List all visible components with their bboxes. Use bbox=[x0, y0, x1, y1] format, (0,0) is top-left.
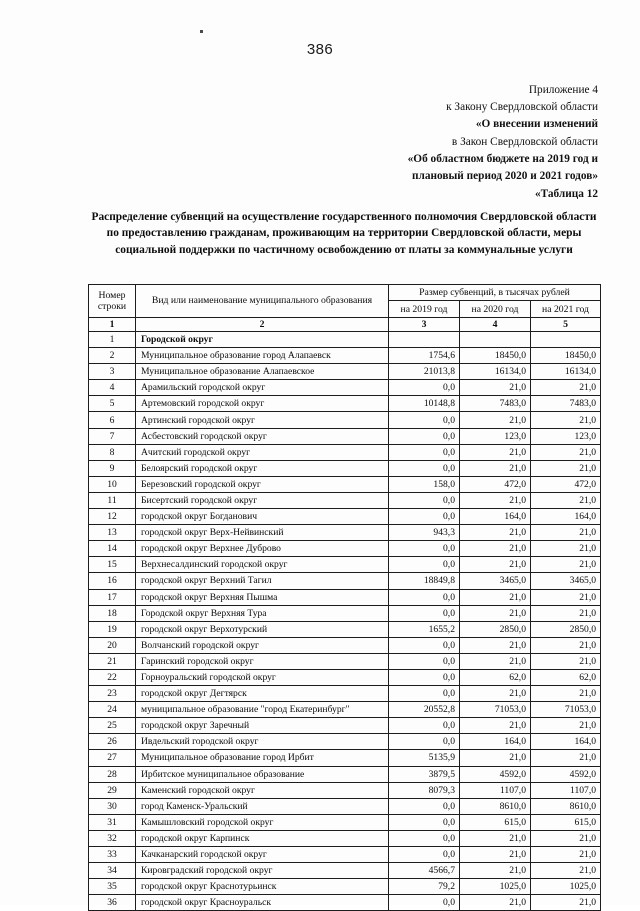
amount-2019-cell: 0,0 bbox=[389, 541, 460, 557]
table-row bbox=[89, 573, 601, 589]
amount-2019-cell: 0,0 bbox=[389, 669, 460, 685]
table-row bbox=[89, 348, 601, 364]
municipality-cell: Муниципальное образование город Ирбит bbox=[136, 750, 389, 766]
table-row bbox=[89, 847, 601, 863]
amount-2021-cell: 615,0 bbox=[531, 814, 601, 830]
amount-2019-cell: 0,0 bbox=[389, 653, 460, 669]
table-row bbox=[89, 863, 601, 879]
amount-2020-cell: 16134,0 bbox=[460, 364, 531, 380]
row-number-cell: 35 bbox=[89, 879, 136, 895]
table-row bbox=[89, 798, 601, 814]
amount-2019-cell bbox=[389, 332, 460, 348]
municipality-cell: Верхнесалдинский городской округ bbox=[136, 557, 389, 573]
amount-2020-cell: 18450,0 bbox=[460, 348, 531, 364]
table-row bbox=[89, 879, 601, 895]
municipality-cell: Городской округ bbox=[136, 332, 389, 348]
amount-2020-cell: 62,0 bbox=[460, 669, 531, 685]
amount-2020-cell: 123,0 bbox=[460, 428, 531, 444]
municipality-cell: Артемовский городской округ bbox=[136, 396, 389, 412]
column-number-row bbox=[89, 318, 601, 332]
table-row bbox=[89, 830, 601, 846]
column-header-amount-group: Размер субвенций, в тысячах рублей bbox=[389, 285, 601, 301]
row-number-cell: 18 bbox=[89, 605, 136, 621]
amount-2020-cell: 21,0 bbox=[460, 863, 531, 879]
amount-2019-cell: 1655,2 bbox=[389, 621, 460, 637]
municipality-cell: Кировградский городской округ bbox=[136, 863, 389, 879]
table-row bbox=[89, 396, 601, 412]
amount-2021-cell: 1025,0 bbox=[531, 879, 601, 895]
table-row bbox=[89, 444, 601, 460]
amount-2020-cell: 21,0 bbox=[460, 380, 531, 396]
amount-2021-cell: 21,0 bbox=[531, 557, 601, 573]
row-number-cell: 12 bbox=[89, 509, 136, 525]
amount-2020-cell: 21,0 bbox=[460, 557, 531, 573]
amount-2020-cell: 71053,0 bbox=[460, 702, 531, 718]
table-row bbox=[89, 782, 601, 798]
column-number-2: 2 bbox=[136, 318, 389, 332]
column-header-year-2019: на 2019 год bbox=[389, 301, 460, 318]
approval-line: в Закон Свердловской области bbox=[451, 135, 598, 148]
column-number-4: 4 bbox=[460, 318, 531, 332]
amount-2020-cell: 7483,0 bbox=[460, 396, 531, 412]
row-number-cell: 9 bbox=[89, 460, 136, 476]
approval-line: Приложение 4 bbox=[528, 84, 598, 96]
amount-2020-cell: 8610,0 bbox=[460, 798, 531, 814]
municipality-cell: городской округ Красноуральск bbox=[136, 895, 389, 911]
row-number-cell: 6 bbox=[89, 412, 136, 428]
row-number-cell: 32 bbox=[89, 830, 136, 846]
row-number-cell: 20 bbox=[89, 637, 136, 653]
row-number-cell: 16 bbox=[89, 573, 136, 589]
municipality-cell: Бисертский городской округ bbox=[136, 492, 389, 508]
amount-2021-cell: 3465,0 bbox=[531, 573, 601, 589]
municipality-cell: город Каменск-Уральский bbox=[136, 798, 389, 814]
municipality-cell: Камышловский городской округ bbox=[136, 814, 389, 830]
amount-2019-cell: 3879,5 bbox=[389, 766, 460, 782]
amount-2019-cell: 5135,9 bbox=[389, 750, 460, 766]
subventions-table bbox=[88, 284, 601, 911]
amount-2021-cell: 21,0 bbox=[531, 525, 601, 541]
municipality-cell: Березовский городской округ bbox=[136, 476, 389, 492]
amount-2021-cell: 21,0 bbox=[531, 847, 601, 863]
municipality-cell: городской округ Верхотурский bbox=[136, 621, 389, 637]
amount-2021-cell: 2850,0 bbox=[531, 621, 601, 637]
approval-line: плановый период 2020 и 2021 годов» bbox=[412, 170, 598, 183]
table-row bbox=[89, 814, 601, 830]
amount-2020-cell: 21,0 bbox=[460, 460, 531, 476]
column-number-1: 1 bbox=[89, 318, 136, 332]
municipality-cell: Арамильский городской округ bbox=[136, 380, 389, 396]
column-number-3: 3 bbox=[389, 318, 460, 332]
amount-2019-cell: 0,0 bbox=[389, 412, 460, 428]
amount-2020-cell: 21,0 bbox=[460, 653, 531, 669]
table-row bbox=[89, 750, 601, 766]
amount-2021-cell: 21,0 bbox=[531, 637, 601, 653]
table-row bbox=[89, 766, 601, 782]
table-row bbox=[89, 669, 601, 685]
amount-2020-cell: 164,0 bbox=[460, 734, 531, 750]
municipality-cell: Каменский городской округ bbox=[136, 782, 389, 798]
municipality-cell: городской округ Богданович bbox=[136, 509, 389, 525]
row-number-cell: 2 bbox=[89, 348, 136, 364]
amount-2019-cell: 0,0 bbox=[389, 557, 460, 573]
row-number-cell: 11 bbox=[89, 492, 136, 508]
amount-2019-cell: 20552,8 bbox=[389, 702, 460, 718]
table-row bbox=[89, 557, 601, 573]
amount-2021-cell: 21,0 bbox=[531, 830, 601, 846]
amount-2020-cell: 21,0 bbox=[460, 750, 531, 766]
amount-2020-cell: 21,0 bbox=[460, 589, 531, 605]
amount-2020-cell: 21,0 bbox=[460, 895, 531, 911]
amount-2021-cell: 21,0 bbox=[531, 686, 601, 702]
row-number-cell: 23 bbox=[89, 686, 136, 702]
amount-2021-cell: 7483,0 bbox=[531, 396, 601, 412]
amount-2019-cell: 0,0 bbox=[389, 428, 460, 444]
municipality-cell: Волчанский городской округ bbox=[136, 637, 389, 653]
amount-2020-cell: 21,0 bbox=[460, 718, 531, 734]
table-row bbox=[89, 380, 601, 396]
amount-2019-cell: 0,0 bbox=[389, 895, 460, 911]
municipality-cell: Ачитский городской округ bbox=[136, 444, 389, 460]
amount-2020-cell: 21,0 bbox=[460, 541, 531, 557]
municipality-cell: Городской округ Верхняя Тура bbox=[136, 605, 389, 621]
row-number-cell: 4 bbox=[89, 380, 136, 396]
approval-line: к Закону Свердловской области bbox=[446, 101, 598, 114]
amount-2021-cell: 21,0 bbox=[531, 589, 601, 605]
table-row bbox=[89, 428, 601, 444]
amount-2020-cell: 472,0 bbox=[460, 476, 531, 492]
amount-2021-cell bbox=[531, 332, 601, 348]
amount-2019-cell: 0,0 bbox=[389, 380, 460, 396]
page-number: 386 bbox=[306, 41, 334, 58]
municipality-cell: городской округ Краснотурьинск bbox=[136, 879, 389, 895]
row-number-cell: 29 bbox=[89, 782, 136, 798]
row-number-cell: 25 bbox=[89, 718, 136, 734]
row-number-cell: 21 bbox=[89, 653, 136, 669]
column-number-5: 5 bbox=[531, 318, 601, 332]
amount-2020-cell: 21,0 bbox=[460, 686, 531, 702]
table-row bbox=[89, 589, 601, 605]
amount-2019-cell: 21013,8 bbox=[389, 364, 460, 380]
amount-2020-cell: 21,0 bbox=[460, 412, 531, 428]
amount-2019-cell: 1754,6 bbox=[389, 348, 460, 364]
amount-2019-cell: 10148,8 bbox=[389, 396, 460, 412]
row-number-cell: 5 bbox=[89, 396, 136, 412]
municipality-cell: городской округ Дегтярск bbox=[136, 686, 389, 702]
municipality-cell: Муниципальное образование город Алапаевск bbox=[136, 348, 389, 364]
amount-2020-cell: 21,0 bbox=[460, 605, 531, 621]
amount-2019-cell: 8079,3 bbox=[389, 782, 460, 798]
amount-2021-cell: 16134,0 bbox=[531, 364, 601, 380]
table-row bbox=[89, 509, 601, 525]
column-header-year-2020: на 2020 год bbox=[460, 301, 531, 318]
row-number-cell: 33 bbox=[89, 847, 136, 863]
municipality-cell: Асбестовский городской округ bbox=[136, 428, 389, 444]
amount-2020-cell: 21,0 bbox=[460, 830, 531, 846]
row-number-cell: 28 bbox=[89, 766, 136, 782]
table-row bbox=[89, 364, 601, 380]
municipality-cell: Гаринский городской округ bbox=[136, 653, 389, 669]
amount-2019-cell: 0,0 bbox=[389, 492, 460, 508]
row-number-cell: 24 bbox=[89, 702, 136, 718]
municipality-cell: городской округ Верхняя Пышма bbox=[136, 589, 389, 605]
amount-2020-cell: 21,0 bbox=[460, 492, 531, 508]
row-number-cell: 31 bbox=[89, 814, 136, 830]
amount-2021-cell: 21,0 bbox=[531, 718, 601, 734]
row-number-cell: 8 bbox=[89, 444, 136, 460]
municipality-cell: Муниципальное образование Алапаевское bbox=[136, 364, 389, 380]
scan-artifact-speck bbox=[200, 30, 203, 33]
row-number-cell: 1 bbox=[89, 332, 136, 348]
amount-2019-cell: 4566,7 bbox=[389, 863, 460, 879]
row-number-cell: 15 bbox=[89, 557, 136, 573]
table-row bbox=[89, 686, 601, 702]
amount-2019-cell: 0,0 bbox=[389, 814, 460, 830]
row-number-cell: 7 bbox=[89, 428, 136, 444]
amount-2020-cell: 615,0 bbox=[460, 814, 531, 830]
table-row bbox=[89, 895, 601, 911]
amount-2021-cell: 21,0 bbox=[531, 460, 601, 476]
amount-2021-cell: 164,0 bbox=[531, 509, 601, 525]
amount-2020-cell: 3465,0 bbox=[460, 573, 531, 589]
row-number-cell: 36 bbox=[89, 895, 136, 911]
amount-2020-cell: 21,0 bbox=[460, 525, 531, 541]
amount-2019-cell: 0,0 bbox=[389, 637, 460, 653]
column-header-row-number: Номер строки bbox=[89, 285, 136, 318]
row-number-cell: 10 bbox=[89, 476, 136, 492]
amount-2019-cell: 0,0 bbox=[389, 509, 460, 525]
amount-2020-cell: 4592,0 bbox=[460, 766, 531, 782]
table-row bbox=[89, 412, 601, 428]
amount-2019-cell: 0,0 bbox=[389, 686, 460, 702]
table-row bbox=[89, 718, 601, 734]
municipality-cell: городской округ Верх-Нейвинский bbox=[136, 525, 389, 541]
municipality-cell: Горноуральский городской округ bbox=[136, 669, 389, 685]
table-row bbox=[89, 605, 601, 621]
column-header-year-2021: на 2021 год bbox=[531, 301, 601, 318]
amount-2020-cell: 164,0 bbox=[460, 509, 531, 525]
amount-2021-cell: 21,0 bbox=[531, 380, 601, 396]
amount-2020-cell: 21,0 bbox=[460, 847, 531, 863]
amount-2019-cell: 0,0 bbox=[389, 798, 460, 814]
municipality-cell: городской округ Заречный bbox=[136, 718, 389, 734]
approval-block bbox=[268, 82, 598, 185]
row-number-cell: 27 bbox=[89, 750, 136, 766]
amount-2021-cell: 21,0 bbox=[531, 412, 601, 428]
amount-2019-cell: 0,0 bbox=[389, 847, 460, 863]
table-row bbox=[89, 332, 601, 348]
table-body bbox=[89, 332, 601, 911]
municipality-cell: городской округ Верхнее Дуброво bbox=[136, 541, 389, 557]
amount-2021-cell: 4592,0 bbox=[531, 766, 601, 782]
amount-2020-cell: 21,0 bbox=[460, 637, 531, 653]
amount-2019-cell: 79,2 bbox=[389, 879, 460, 895]
amount-2021-cell: 21,0 bbox=[531, 653, 601, 669]
amount-2021-cell: 472,0 bbox=[531, 476, 601, 492]
amount-2019-cell: 0,0 bbox=[389, 830, 460, 846]
amount-2020-cell: 1107,0 bbox=[460, 782, 531, 798]
amount-2021-cell: 21,0 bbox=[531, 895, 601, 911]
municipality-cell: Ирбитское муниципальное образование bbox=[136, 766, 389, 782]
amount-2020-cell: 1025,0 bbox=[460, 879, 531, 895]
table-row bbox=[89, 525, 601, 541]
table-row bbox=[89, 460, 601, 476]
row-number-cell: 19 bbox=[89, 621, 136, 637]
table-row bbox=[89, 637, 601, 653]
amount-2019-cell: 0,0 bbox=[389, 444, 460, 460]
municipality-cell: городской округ Карпинск bbox=[136, 830, 389, 846]
approval-line: «О внесении изменений bbox=[475, 118, 598, 131]
table-row bbox=[89, 621, 601, 637]
municipality-cell: Артинский городской округ bbox=[136, 412, 389, 428]
amount-2020-cell bbox=[460, 332, 531, 348]
amount-2020-cell: 2850,0 bbox=[460, 621, 531, 637]
row-number-cell: 13 bbox=[89, 525, 136, 541]
amount-2019-cell: 18849,8 bbox=[389, 573, 460, 589]
amount-2021-cell: 21,0 bbox=[531, 750, 601, 766]
amount-2020-cell: 21,0 bbox=[460, 444, 531, 460]
amount-2019-cell: 0,0 bbox=[389, 718, 460, 734]
amount-2021-cell: 8610,0 bbox=[531, 798, 601, 814]
amount-2021-cell: 21,0 bbox=[531, 605, 601, 621]
table-row bbox=[89, 476, 601, 492]
table-label: «Таблица 12 bbox=[534, 188, 598, 200]
row-number-cell: 14 bbox=[89, 541, 136, 557]
amount-2021-cell: 1107,0 bbox=[531, 782, 601, 798]
amount-2021-cell: 21,0 bbox=[531, 492, 601, 508]
amount-2019-cell: 0,0 bbox=[389, 734, 460, 750]
approval-line: «Об областном бюджете на 2019 год и bbox=[407, 152, 598, 165]
page-title: Распределение субвенций на осуществление государственного полномочия Свердловской области по предоставлению гражданам, проживающим на территории Свердловской области, меры социальной поддержки по частичному освобождению от платы за коммунальные услуги bbox=[91, 211, 597, 256]
amount-2019-cell: 0,0 bbox=[389, 460, 460, 476]
amount-2021-cell: 71053,0 bbox=[531, 702, 601, 718]
table-row bbox=[89, 653, 601, 669]
row-number-cell: 30 bbox=[89, 798, 136, 814]
amount-2021-cell: 18450,0 bbox=[531, 348, 601, 364]
municipality-cell: Качканарский городской округ bbox=[136, 847, 389, 863]
amount-2021-cell: 62,0 bbox=[531, 669, 601, 685]
amount-2021-cell: 21,0 bbox=[531, 444, 601, 460]
column-header-municipality: Вид или наименование муниципального образования bbox=[136, 285, 389, 318]
table-header bbox=[89, 285, 601, 332]
row-number-cell: 26 bbox=[89, 734, 136, 750]
amount-2021-cell: 123,0 bbox=[531, 428, 601, 444]
municipality-cell: Ивдельский городской округ bbox=[136, 734, 389, 750]
row-number-cell: 22 bbox=[89, 669, 136, 685]
table-row bbox=[89, 541, 601, 557]
municipality-cell: муниципальное образование "город Екатеринбург" bbox=[136, 702, 389, 718]
table-row bbox=[89, 492, 601, 508]
row-number-cell: 3 bbox=[89, 364, 136, 380]
amount-2019-cell: 0,0 bbox=[389, 605, 460, 621]
amount-2021-cell: 21,0 bbox=[531, 541, 601, 557]
municipality-cell: Белоярский городской округ bbox=[136, 460, 389, 476]
table-row bbox=[89, 734, 601, 750]
amount-2021-cell: 164,0 bbox=[531, 734, 601, 750]
amount-2019-cell: 0,0 bbox=[389, 589, 460, 605]
amount-2021-cell: 21,0 bbox=[531, 863, 601, 879]
row-number-cell: 17 bbox=[89, 589, 136, 605]
table-row bbox=[89, 702, 601, 718]
municipality-cell: городской округ Верхний Тагил bbox=[136, 573, 389, 589]
row-number-cell: 34 bbox=[89, 863, 136, 879]
amount-2019-cell: 943,3 bbox=[389, 525, 460, 541]
amount-2019-cell: 158,0 bbox=[389, 476, 460, 492]
